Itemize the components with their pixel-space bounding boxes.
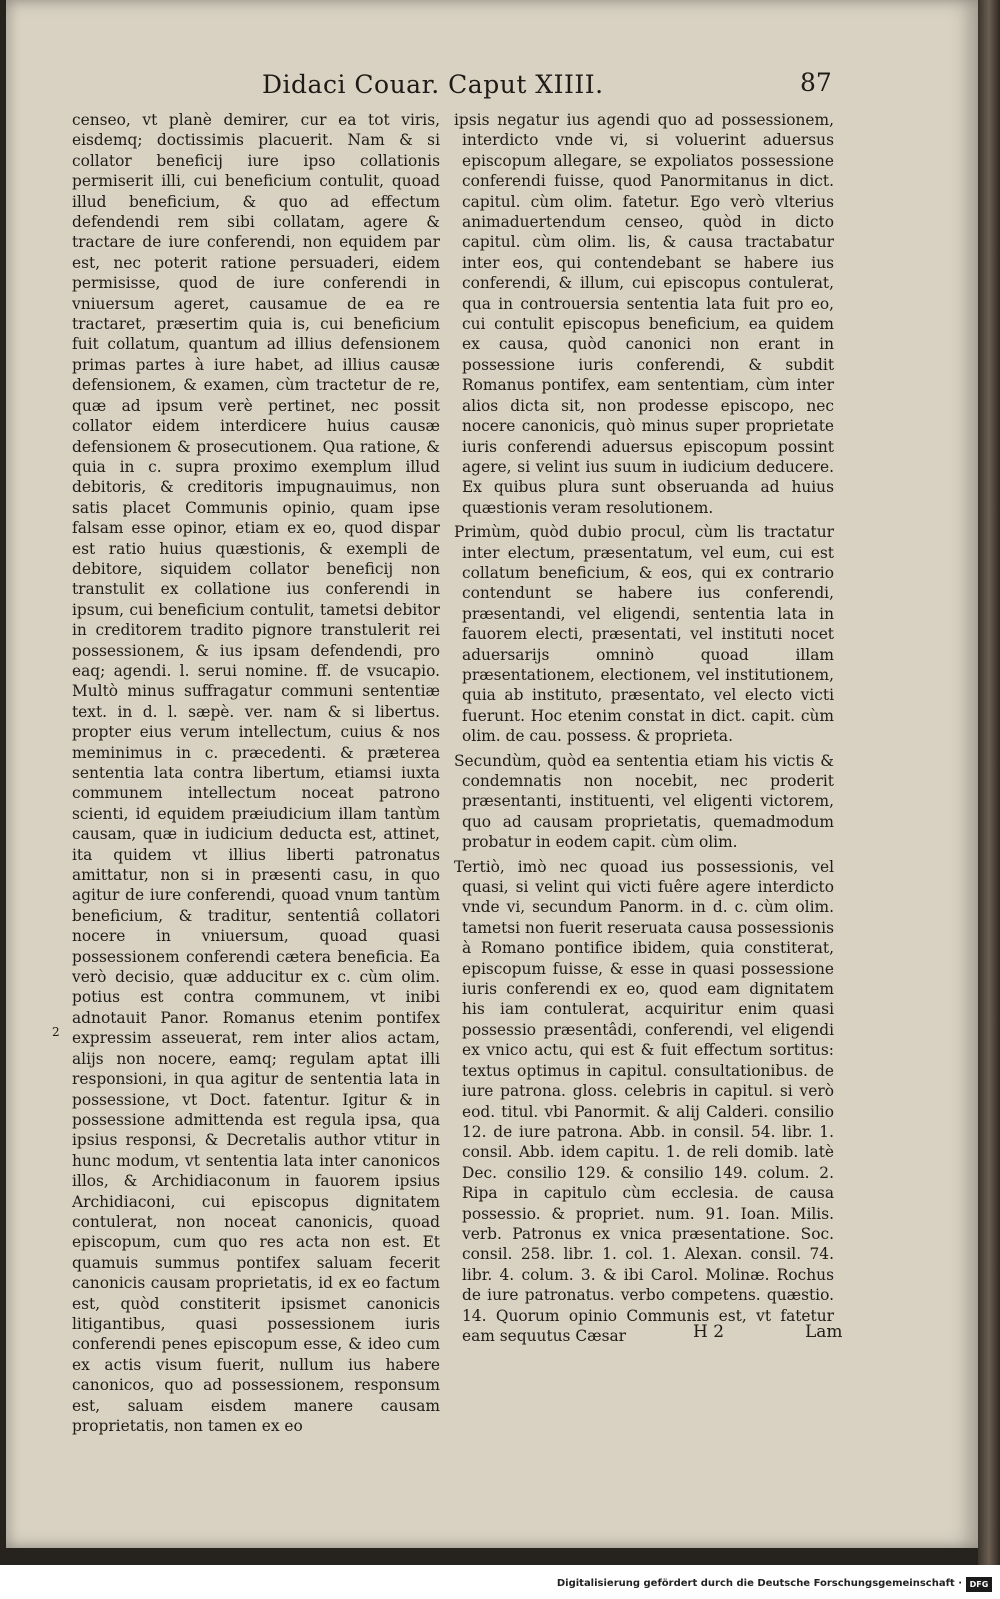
signature-mark: H 2 (693, 1322, 725, 1342)
left-column (72, 110, 440, 1436)
digitization-note: Digitalisierung gefördert durch die Deutsche Forschungsgemeinschaft · (556, 1578, 962, 1589)
right-paragraph-continuation: ipsis negatur ius agendi quo ad possessionem, interdicto vnde vi, si voluerint aduersus episcopum allegare, se expoliatos possessione conferendi fuisse, quod Panormitanus in dict. capitul. cùm olim. fatetur. Ego verò vlterius animaduertendum censeo, quòd in dicto capitul. cùm olim. lis, & causa tractabatur inter eos, qui contendebant se habere ius conferendi, & illum, cui episcopus contulerat, qua in controuersia sententia lata fuit pro eo, cui contulit episcopus beneficium, ea quidem ex causa, quòd canonici non erant in possessione iuris conferendi, & subdit Romanus pontifex, eam sententiam, cùm inter alios dicta sit, non prodesse episcopo, nec nocere canonicis, quò minus super proprietate iuris conferendi aduersus episcopum possint agere, si velint ius suum in iudicium deducere. Ex quibus plura sunt obseruanda ad huius quæstionis veram resolutionem. (454, 111, 834, 517)
right-column (454, 110, 834, 1350)
right-paragraph-secundum: Secundùm, quòd ea sententia etiam his victis & condemnatis non nocebit, nec proderit præsentanti, instituenti, vel eligenti victorem, quo ad causam proprietatis, quemadmodum probatur in eodem capit. cùm olim. (454, 751, 834, 852)
right-paragraph-tertio: Tertiò, imò nec quoad ius possessionis, vel quasi, si velint qui victi fuêre agere interdicto vnde vi, secundum Panorm. in d. c. cùm olim. tametsi non fuerit reseruata causa possessionis à Romano pontifice ibidem, quia constiterat, episcopum fuisse, & esse in quasi possessione iuris conferendi ex eo, quod eam dignitatem his iam contulerat, acquiritur enim quasi possessio præsentâdi, conferendi, vel eligendi ex vnico actu, qui est & fuit effectum sortitus: textus optimus in capitul. consultationibus. de iure patrona. gloss. celebris in capitul. si verò eod. titul. vbi Panormit. & alij Calderi. consilio 12. de iure patrona. Abb. in consil. 54. libr. 1. consil. Abb. idem capitu. 1. de reli domib. latè Dec. consilio 129. & consilio 149. colum. 2. Ripa in capitulo cùm ecclesia. de causa possessio. & propriet. num. 91. Ioan. Milis. verb. Patronus ex vnica præsentatione. Soc. consil. 258. libr. 1. col. 1. Alexan. consil. 74. libr. 4. colum. 3. & ibi Carol. Molinæ. Rochus de iure patronatus. verbo competens. quæstio. 14. Quorum opinio Communis est, vt fatetur eam sequutus Cæsar (454, 857, 834, 1345)
dfg-logo-icon: DFG (966, 1577, 992, 1592)
running-head: Didaci Couar. Caput XIIII. (262, 70, 604, 99)
catchword: Lam (805, 1322, 843, 1342)
margin-note: 2 (52, 1025, 60, 1039)
page-number: 87 (800, 68, 832, 97)
right-paragraph-primum: Primùm, quòd dubio procul, cùm lis tractatur inter electum, præsentatum, vel eum, cui est collatum beneficium, & eos, qui ex contrario contendunt se habere ius conferendi, præsentandi, vel eligendi, sententia lata in fauorem electi, præsentati, vel instituti nocet aduersarijs omninò quoad illam præsentationem, electionem, vel institutionem, quia ab instituto, præsentato, vel electo victi fuerunt. Hoc etenim constat in dict. capit. cùm olim. de cau. possess. & proprieta. (454, 523, 834, 746)
left-column-text: censeo, vt planè demirer, cur ea tot viris, eisdemq; doctissimis placuerit. Nam & si collator beneficij iure ipso collationis permiserit illi, cui beneficium contulit, quoad illud beneficium, & quo ad effectum defendendi rem sibi collatam, agere & tractare de iure conferendi, non equidem par est, nec poterit ratione persuaderi, eidem permisisse, quod de iure conferendi in vniuersum ageret, causamue de ea re tractaret, præsertim quia is, cui beneficium fuit collatum, quantum ad illius defensionem primas partes à iure habet, ad illius causæ defensionem, & examen, cùm tractetur de re, quæ ad ipsum verè pertinet, nec possit collator eidem interdicere huius causæ defensionem & prosecutionem. Qua ratione, & quia in c. supra proximo exemplum illud debitoris, & creditoris impugnauimus, non satis placet Communis opinio, quam ipse falsam esse opinor, etiam ex eo, quod dispar est ratio huius quæstionis, & exempli de debitore, siquidem collator beneficij non transtulit ex collatione ius conferendi in ipsum, cui beneficium contulit, tametsi debitor in creditorem tradito pignore transtulerit rei possessionem, & ius ipsam defendendi, pro eaq; agendi. l. serui nomine. ff. de vsucapio. Multò minus suffragatur communi sententiæ text. in d. l. sæpè. ver. nam & si libertus. propter eius verum intellectum, cuius & nos meminimus in c. præcedenti. & præterea sententia lata contra libertum, etiamsi iuxta communem intellectum noceat patrono scienti, id equidem præiudicium illam tantùm causam, quæ in iudicium deducta est, attinet, ita quidem vt illius liberti patronatus amittatur, non si in præsenti casu, in quo agitur de iure conferendi, quoad vnum tantùm beneficium, & traditur, sententiâ collatori nocere in vniuersum, quoad quasi possessionem conferendi cætera beneficia. Ea verò decisio, quæ adducitur ex c. cùm olim. potius est contra communem, vt inibi adnotauit Panor. Romanus etenim pontifex expressim asseuerat, rem inter alios actam, alijs non nocere, eamq; regulam aptat illi responsioni, in qua agitur de sententia lata in possessione, vt Doct. fatentur. Igitur & in possessione admittenda est regula ipsa, qua ipsius responsi, & Decretalis author vtitur in hunc modum, vt sententia lata inter canonicos illos, & Archidiaconum in fauorem ipsius Archidiaconi, cui episcopus dignitatem contulerat, non noceat canonicis, quoad episcopum, cum quo res acta non est. Et quamuis summus pontifex saluam fecerit canonicis causam proprietatis, id ex eo factum est, quòd constiterit ipsismet canonicis litigantibus, quasi possessionem iuris conferendi penes episcopum esse, & ideo cum ex actis visum fuerit, nullum ius habere canonicos, quo ad possessionem, responsum est, saluam eisdem manere causam proprietatis, non tamen ex eo (72, 111, 440, 1435)
book-spine-edge (978, 0, 1000, 1565)
